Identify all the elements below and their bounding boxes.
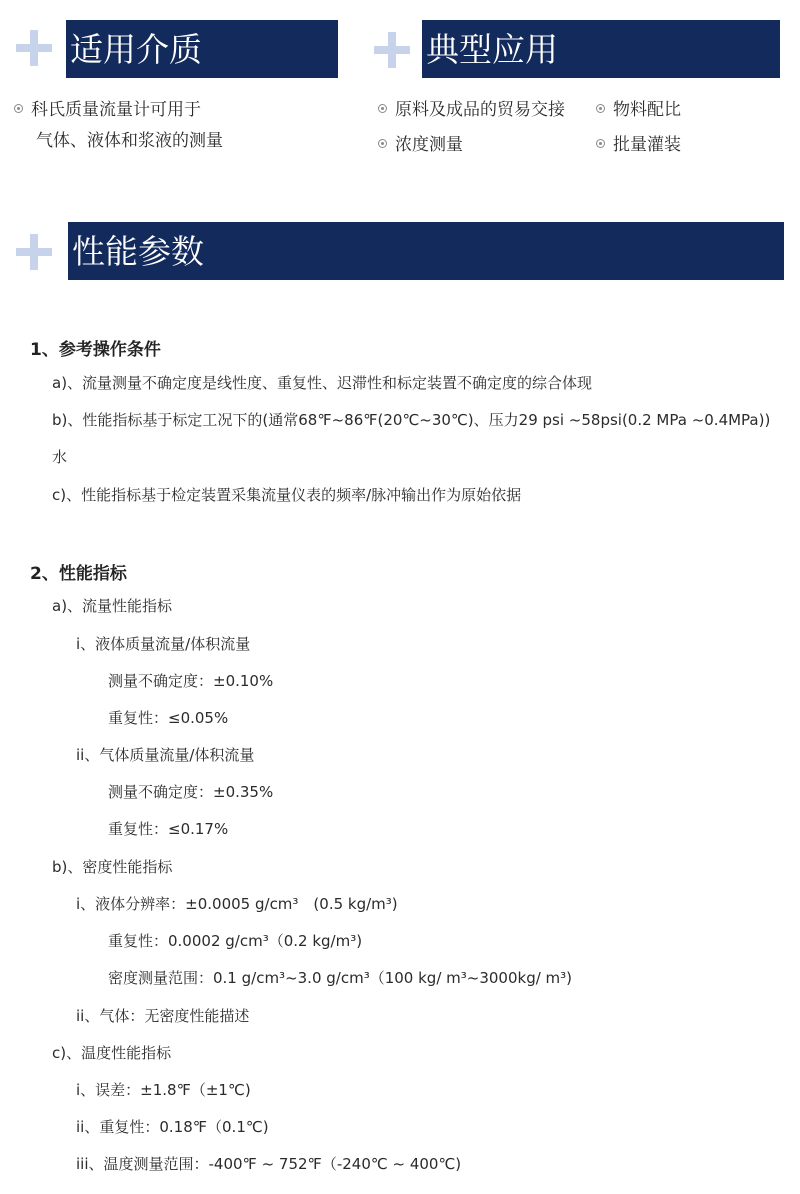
- application-item: [596, 134, 681, 156]
- text-line: a)、流量测量不确定度是线性度、重复性、迟滞性和标定装置不确定度的综合体现: [52, 374, 593, 392]
- text-line: c)、温度性能指标: [52, 1044, 172, 1062]
- text-line: 重复性：0.0002 g/cm³（0.2 kg/m³): [108, 932, 363, 950]
- bullet-icon: [378, 104, 387, 113]
- text-line: 重复性：≤0.17%: [108, 820, 229, 838]
- application-item-text: 物料配比: [613, 100, 681, 120]
- text-line: 重复性：≤0.05%: [108, 709, 229, 727]
- media-item-text: 科氏质量流量计可用于: [31, 100, 201, 120]
- application-item: [378, 134, 463, 156]
- section-title-performance: 性能参数: [72, 231, 204, 271]
- section-header-performance: [68, 222, 784, 280]
- text-line: ii、气体：无密度性能描述: [76, 1007, 250, 1025]
- application-item-text: 批量灌装: [613, 135, 681, 155]
- text-line: c)、性能指标基于检定装置采集流量仪表的频率/脉冲输出作为原始依据: [52, 486, 522, 504]
- section-title-applications: 典型应用: [426, 29, 558, 69]
- text-line: 密度测量范围：0.1 g/cm³~3.0 g/cm³（100 kg/ m³~3000kg/ m³): [108, 969, 573, 987]
- text-line: ii、重复性：0.18℉（0.1℃): [76, 1118, 269, 1136]
- text-line: b)、密度性能指标: [52, 858, 173, 876]
- bullet-icon: [378, 139, 387, 148]
- text-line: i、误差：±1.8℉（±1℃): [76, 1081, 251, 1099]
- application-item-text: 原料及成品的贸易交接: [395, 100, 565, 120]
- media-item-continued: [36, 130, 223, 152]
- text-line: ii、气体质量流量/体积流量: [76, 746, 255, 764]
- media-item: [14, 99, 201, 121]
- application-item: [596, 99, 681, 121]
- subheading-performance-indicators: 2、性能指标: [30, 564, 127, 584]
- text-line: i、液体质量流量/体积流量: [76, 635, 251, 653]
- text-line: 测量不确定度：±0.35%: [108, 783, 274, 801]
- text-line: iii、温度测量范围：-400℉ ~ 752℉（-240℃ ~ 400℃): [76, 1155, 462, 1173]
- plus-icon: [16, 234, 52, 270]
- subheading-reference-conditions: 1、参考操作条件: [30, 340, 161, 360]
- bullet-icon: [596, 139, 605, 148]
- section-header-applications: [422, 20, 780, 78]
- text-line: i、液体分辨率：±0.0005 g/cm³ (0.5 kg/m³): [76, 895, 398, 913]
- application-item-text: 浓度测量: [395, 135, 463, 155]
- plus-icon: [16, 30, 52, 66]
- plus-icon: [374, 32, 410, 68]
- bullet-icon: [596, 104, 605, 113]
- application-item: [378, 99, 565, 121]
- section-header-media: [66, 20, 338, 78]
- section-title-media: 适用介质: [70, 29, 202, 69]
- text-line: 测量不确定度：±0.10%: [108, 672, 274, 690]
- text-line: b)、性能指标基于标定工况下的(通常68℉~86℉(20℃~30℃)、压力29 psi ~58psi(0.2 MPa ~0.4MPa)): [52, 411, 771, 429]
- text-line: 水: [52, 448, 68, 466]
- media-item-text: 气体、液体和浆液的测量: [36, 131, 223, 151]
- bullet-icon: [14, 104, 23, 113]
- text-line: a)、流量性能指标: [52, 597, 173, 615]
